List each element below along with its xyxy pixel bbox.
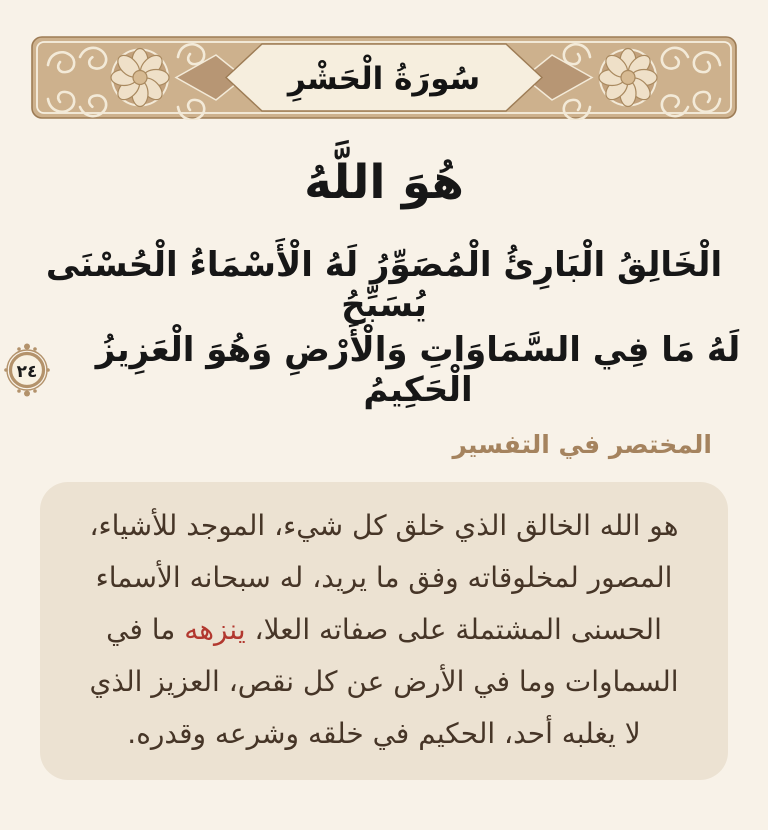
ayah-number: ٢٤ bbox=[16, 362, 38, 382]
banner-ornament-frame bbox=[30, 35, 738, 120]
tafsir-text-before: هو الله الخالق الذي خلق كل شيء، الموجد للأشياء، المصور لمخلوقاته وفق ما يريد، له سبحانه الأسماء الحسنى المشتملة على صفاته العلا، bbox=[89, 509, 679, 646]
verse-line-3 bbox=[0, 330, 768, 410]
rosette-icon-left bbox=[111, 49, 169, 107]
verse-line-3-text: لَهُ مَا فِي السَّمَاوَاتِ وَالْأَرْضِ وَهُوَ الْعَزِيزُ الْحَكِيمُ bbox=[95, 330, 741, 410]
tafsir-text bbox=[81, 500, 687, 760]
verse-line-1: هُوَ اللَّهُ bbox=[304, 155, 464, 210]
surah-title: سُورَةُ الْحَشْرِ bbox=[287, 61, 481, 97]
tafsir-text-after: ما في السماوات وما في الأرض عن كل نقص، العزيز الذي لا يغلبه أحد، الحكيم في خلقه وشرعه وقدره. bbox=[89, 613, 679, 750]
tafsir-box bbox=[40, 482, 728, 780]
tafsir-section-label: المختصر في التفسير bbox=[452, 430, 712, 459]
ayah-number-medallion bbox=[0, 341, 54, 399]
tafsir-highlighted-word: ينزهه bbox=[184, 613, 246, 646]
rosette-icon-right bbox=[599, 49, 657, 107]
surah-header-banner bbox=[30, 35, 738, 120]
verse-line-2: الْخَالِقُ الْبَارِئُ الْمُصَوِّرُ لَهُ الْأَسْمَاءُ الْحُسْنَى يُسَبِّحُ bbox=[45, 245, 723, 325]
